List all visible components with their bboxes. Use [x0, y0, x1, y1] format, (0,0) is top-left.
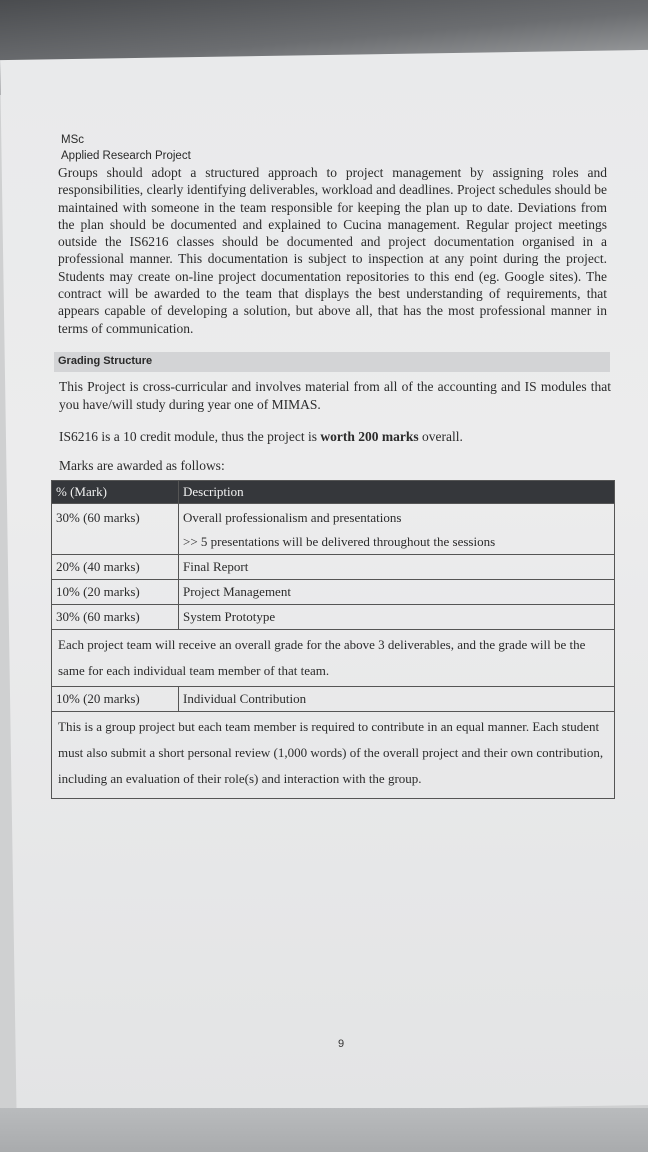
table-surface: [0, 1108, 648, 1152]
row4-mark: 30% (60 marks): [52, 605, 179, 630]
row1-subnote: >> 5 presentations will be delivered throughout the sessions: [183, 534, 496, 549]
table-row: [52, 504, 615, 555]
table-header-row: [52, 481, 615, 504]
row3-description: Project Management: [179, 580, 615, 605]
row4-description: System Prototype: [179, 605, 615, 630]
table-row: [52, 712, 615, 799]
header-description: Description: [179, 481, 615, 504]
row3-mark: 10% (20 marks): [52, 580, 179, 605]
row5-mark: 10% (20 marks): [52, 687, 179, 712]
row1-mark: 30% (60 marks): [52, 504, 179, 555]
table-row: [52, 630, 615, 687]
header-title: Applied Research Project: [61, 150, 191, 162]
intro-paragraph-2: [59, 428, 611, 446]
row1-description-cell: [179, 504, 615, 555]
document-header: [61, 132, 191, 164]
individual-note: This is a group project but each team member is required to contribute in an equal manner. Each student must also submit a short personal review (1,000 words) of the overall project and their own contribution, including an evaluation of their role(s) and interaction with the group.: [52, 712, 615, 799]
intro-p2-bold: worth 200 marks: [320, 429, 419, 444]
table-row: [52, 580, 615, 605]
table-row: [52, 687, 615, 712]
header-mark: % (Mark): [52, 481, 179, 504]
team-grade-note: Each project team will receive an overall grade for the above 3 deliverables, and the grade will be the same for each individual team member of that team.: [52, 630, 615, 687]
intro-p2-end: overall.: [418, 429, 463, 444]
row5-description: Individual Contribution: [179, 687, 615, 712]
table-row: [52, 605, 615, 630]
body-paragraph: Groups should adopt a structured approach to project management by assigning roles and responsibilities, clearly identifying deliverables, workload and deadlines. Project schedules should be maintained with someone in the team responsible for keeping the plan up to date. Deviations from the plan should be documented and explained to Cucina management. Regular project meetings outside the IS6216 classes should be documented and project documentation organised in a professional manner. This documentation is subject to inspection at any point during the project. Students may create on-line project documentation repositories to this end (eg. Google sites). The contract will be awarded to the team that displays the best understanding of requirements, that appears capable of developing a solution, but above all, that has the most professional manner in terms of communication.: [58, 165, 607, 336]
row2-mark: 20% (40 marks): [52, 555, 179, 580]
intro-p2-start: IS6216 is a 10 credit module, thus the project is: [59, 429, 321, 444]
grading-table: [51, 480, 615, 799]
row2-description: Final Report: [179, 555, 615, 580]
intro-paragraph-3: Marks are awarded as follows:: [59, 458, 225, 473]
intro-paragraph-1: This Project is cross-curricular and involves material from all of the accounting and IS modules that you have/will study during year one of MIMAS.: [59, 379, 611, 412]
header-degree: MSc: [61, 134, 84, 146]
section-bar: [54, 352, 610, 372]
page-number: 9: [338, 1038, 345, 1050]
table-row: [52, 555, 615, 580]
row1-description: Overall professionalism and presentations: [183, 510, 402, 525]
section-title: Grading Structure: [58, 355, 153, 367]
